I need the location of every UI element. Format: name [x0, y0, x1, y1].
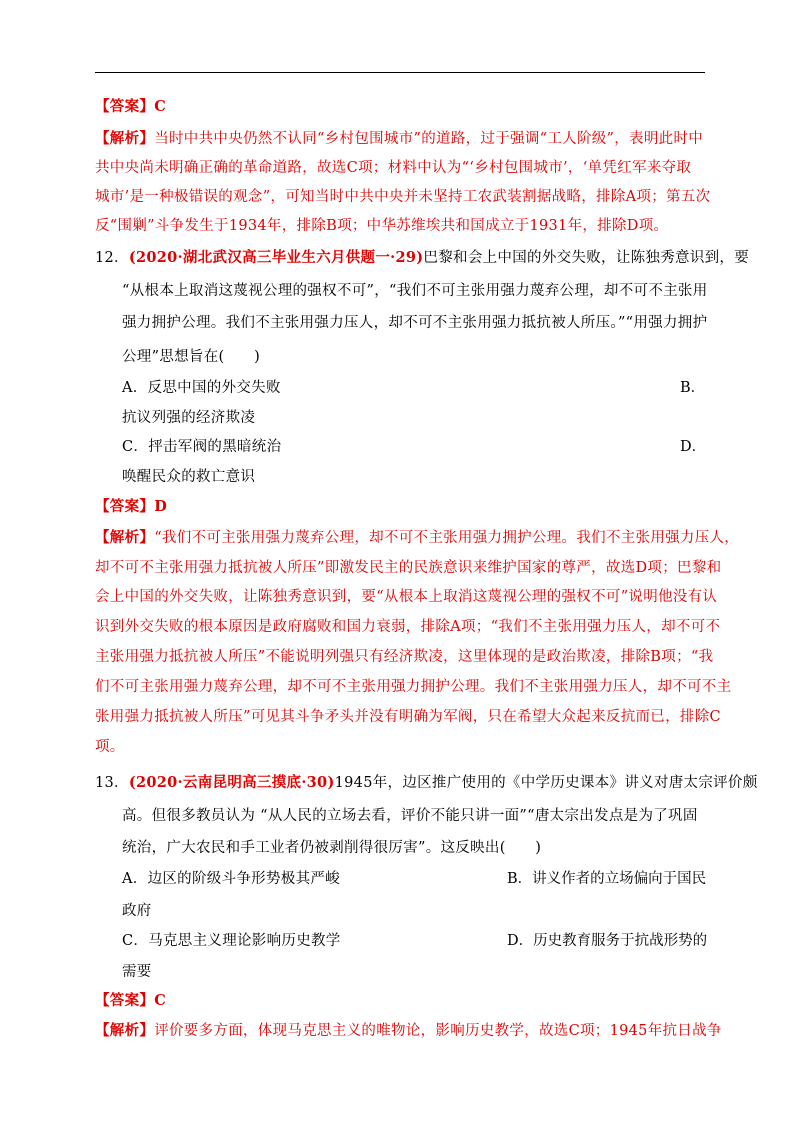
- option-13-a: A．边区的阶级斗争形势极其严峻: [122, 871, 340, 887]
- analysis-13-line-1: 【解析】评价要多方面，体现马克思主义的唯物论，影响历史教学，故选C项；1945年抗日战争: [95, 1022, 722, 1039]
- question-source: (2020·湖北武汉高三毕业生六月供题一·29): [128, 249, 424, 266]
- question-12-line-1: 12．(2020·湖北武汉高三毕业生六月供题一·29)巴黎和会上中国的外交失败，让陈独秀意识到，要: [95, 249, 750, 266]
- analysis-12-line-8: 项。: [95, 739, 125, 755]
- analysis-12-line-5: 主张用强力抵抗被人所压”不能说明列强只有经济欺凌，这里体现的是政治欺凌，排除B项；“我: [95, 649, 714, 665]
- analysis-tag: 【解析】: [95, 529, 155, 546]
- option-12-c: C．抨击军阀的黑暗统治: [122, 439, 282, 455]
- question-13-line-3: 统治，广大农民和手工业者仍被剥削得很厉害”。这反映出( ): [122, 840, 542, 856]
- option-12-d-label: D．: [680, 439, 707, 455]
- answer-letter: C: [154, 992, 167, 1009]
- answer-tag: 【答案】: [95, 992, 155, 1009]
- analysis-tag: 【解析】: [95, 130, 155, 147]
- analysis-12-line-4: 识到外交失败的根本原因是政府腐败和国力衰弱，排除A项；“我们不主张用强力压人，却不可不: [95, 619, 721, 635]
- analysis-11-line-3: 城市’是一种极错误的观念”，可知当时中共中央并未坚持工农武装割据战略，排除A项；第五次: [95, 189, 711, 205]
- option-13-d-cont: 需要: [122, 964, 152, 980]
- question-12-line-3: 强力拥护公理。我们不主张用强力压人，却不可不主张用强力抵抗被人所压。”“用强力拥护: [122, 315, 708, 331]
- analysis-tag: 【解析】: [95, 1022, 155, 1039]
- question-source: (2020·云南昆明高三摸底·30): [128, 774, 335, 791]
- analysis-11-line-1: 【解析】当时中共中央仍然不认同“乡村包围城市”的道路，过于强调“工人阶级”，表明此时中: [95, 130, 704, 147]
- option-12-b-label: B．: [680, 380, 706, 396]
- answer-tag: 【答案】: [95, 498, 155, 515]
- option-13-d: D．历史教育服务于抗战形势的: [507, 933, 708, 949]
- analysis-11-line-2: 共中央尚未明确正确的革命道路，故选C项；材料中认为“‘乡村包围城市’，‘单凭红军来夺取: [95, 160, 692, 176]
- analysis-12-line-6: 们不可主张用强力蔑弃公理，却不可不主张用强力拥护公理。我们不主张用强力压人，却不可不主: [95, 679, 732, 695]
- question-12-line-4: 公理”思想旨在( ): [122, 349, 261, 365]
- header-rule: [95, 72, 705, 73]
- analysis-12-line-1: 【解析】“我们不可主张用强力蔑弃公理，却不可不主张用强力拥护公理。我们不主张用强力压人，: [95, 529, 740, 546]
- answer-tag: 【答案】: [95, 98, 155, 115]
- analysis-11-line-4: 反“围剿”斗争发生于1934年，排除B项；中华苏维埃共和国成立于1931年，排除D项。: [95, 218, 669, 234]
- option-13-b-cont: 政府: [122, 903, 152, 919]
- question-number: 13．: [95, 775, 129, 791]
- analysis-12-line-2: 却不可不主张用强力抵抗被人所压”即激发民主的民族意识来维护国家的尊严，故选D项；巴黎和: [95, 560, 722, 576]
- option-13-b: B．讲义作者的立场偏向于国民: [507, 871, 707, 887]
- option-12-a: A．反思中国的外交失败: [122, 380, 281, 396]
- analysis-12-line-7: 张用强力抵抗被人所压”可见其斗争矛头并没有明确为军阀，只在希望大众起来反抗而已，排除C: [95, 709, 721, 725]
- analysis-12-line-3: 会上中国的外交失败，让陈独秀意识到，要“从根本上取消这蔑视公理的强权不可”说明他没有认: [95, 589, 718, 605]
- question-13-line-2: 高。但很多教员认为 “从人民的立场去看，评价不能只讲一面”“唐太宗出发点是为了巩固: [122, 808, 698, 824]
- answer-13: [95, 991, 710, 1011]
- question-12-line-2: “从根本上取消这蔑视公理的强权不可”，“我们不可主张用强力蔑弃公理，却不可不主张用: [122, 283, 708, 299]
- answer-letter: C: [154, 98, 167, 115]
- question-13-line-1: 13．(2020·云南昆明高三摸底·30)1945年，边区推广使用的《中学历史课本》讲义对唐太宗评价颇: [95, 774, 758, 791]
- answer-letter: D: [154, 498, 168, 515]
- option-13-c: C．马克思主义理论影响历史教学: [122, 933, 341, 949]
- option-12-d-text: 唤醒民众的救亡意识: [122, 469, 256, 485]
- option-12-b-text: 抗议列强的经济欺凌: [122, 410, 256, 426]
- question-number: 12．: [95, 250, 129, 266]
- answer-12: [95, 497, 710, 517]
- answer-11: [95, 97, 710, 117]
